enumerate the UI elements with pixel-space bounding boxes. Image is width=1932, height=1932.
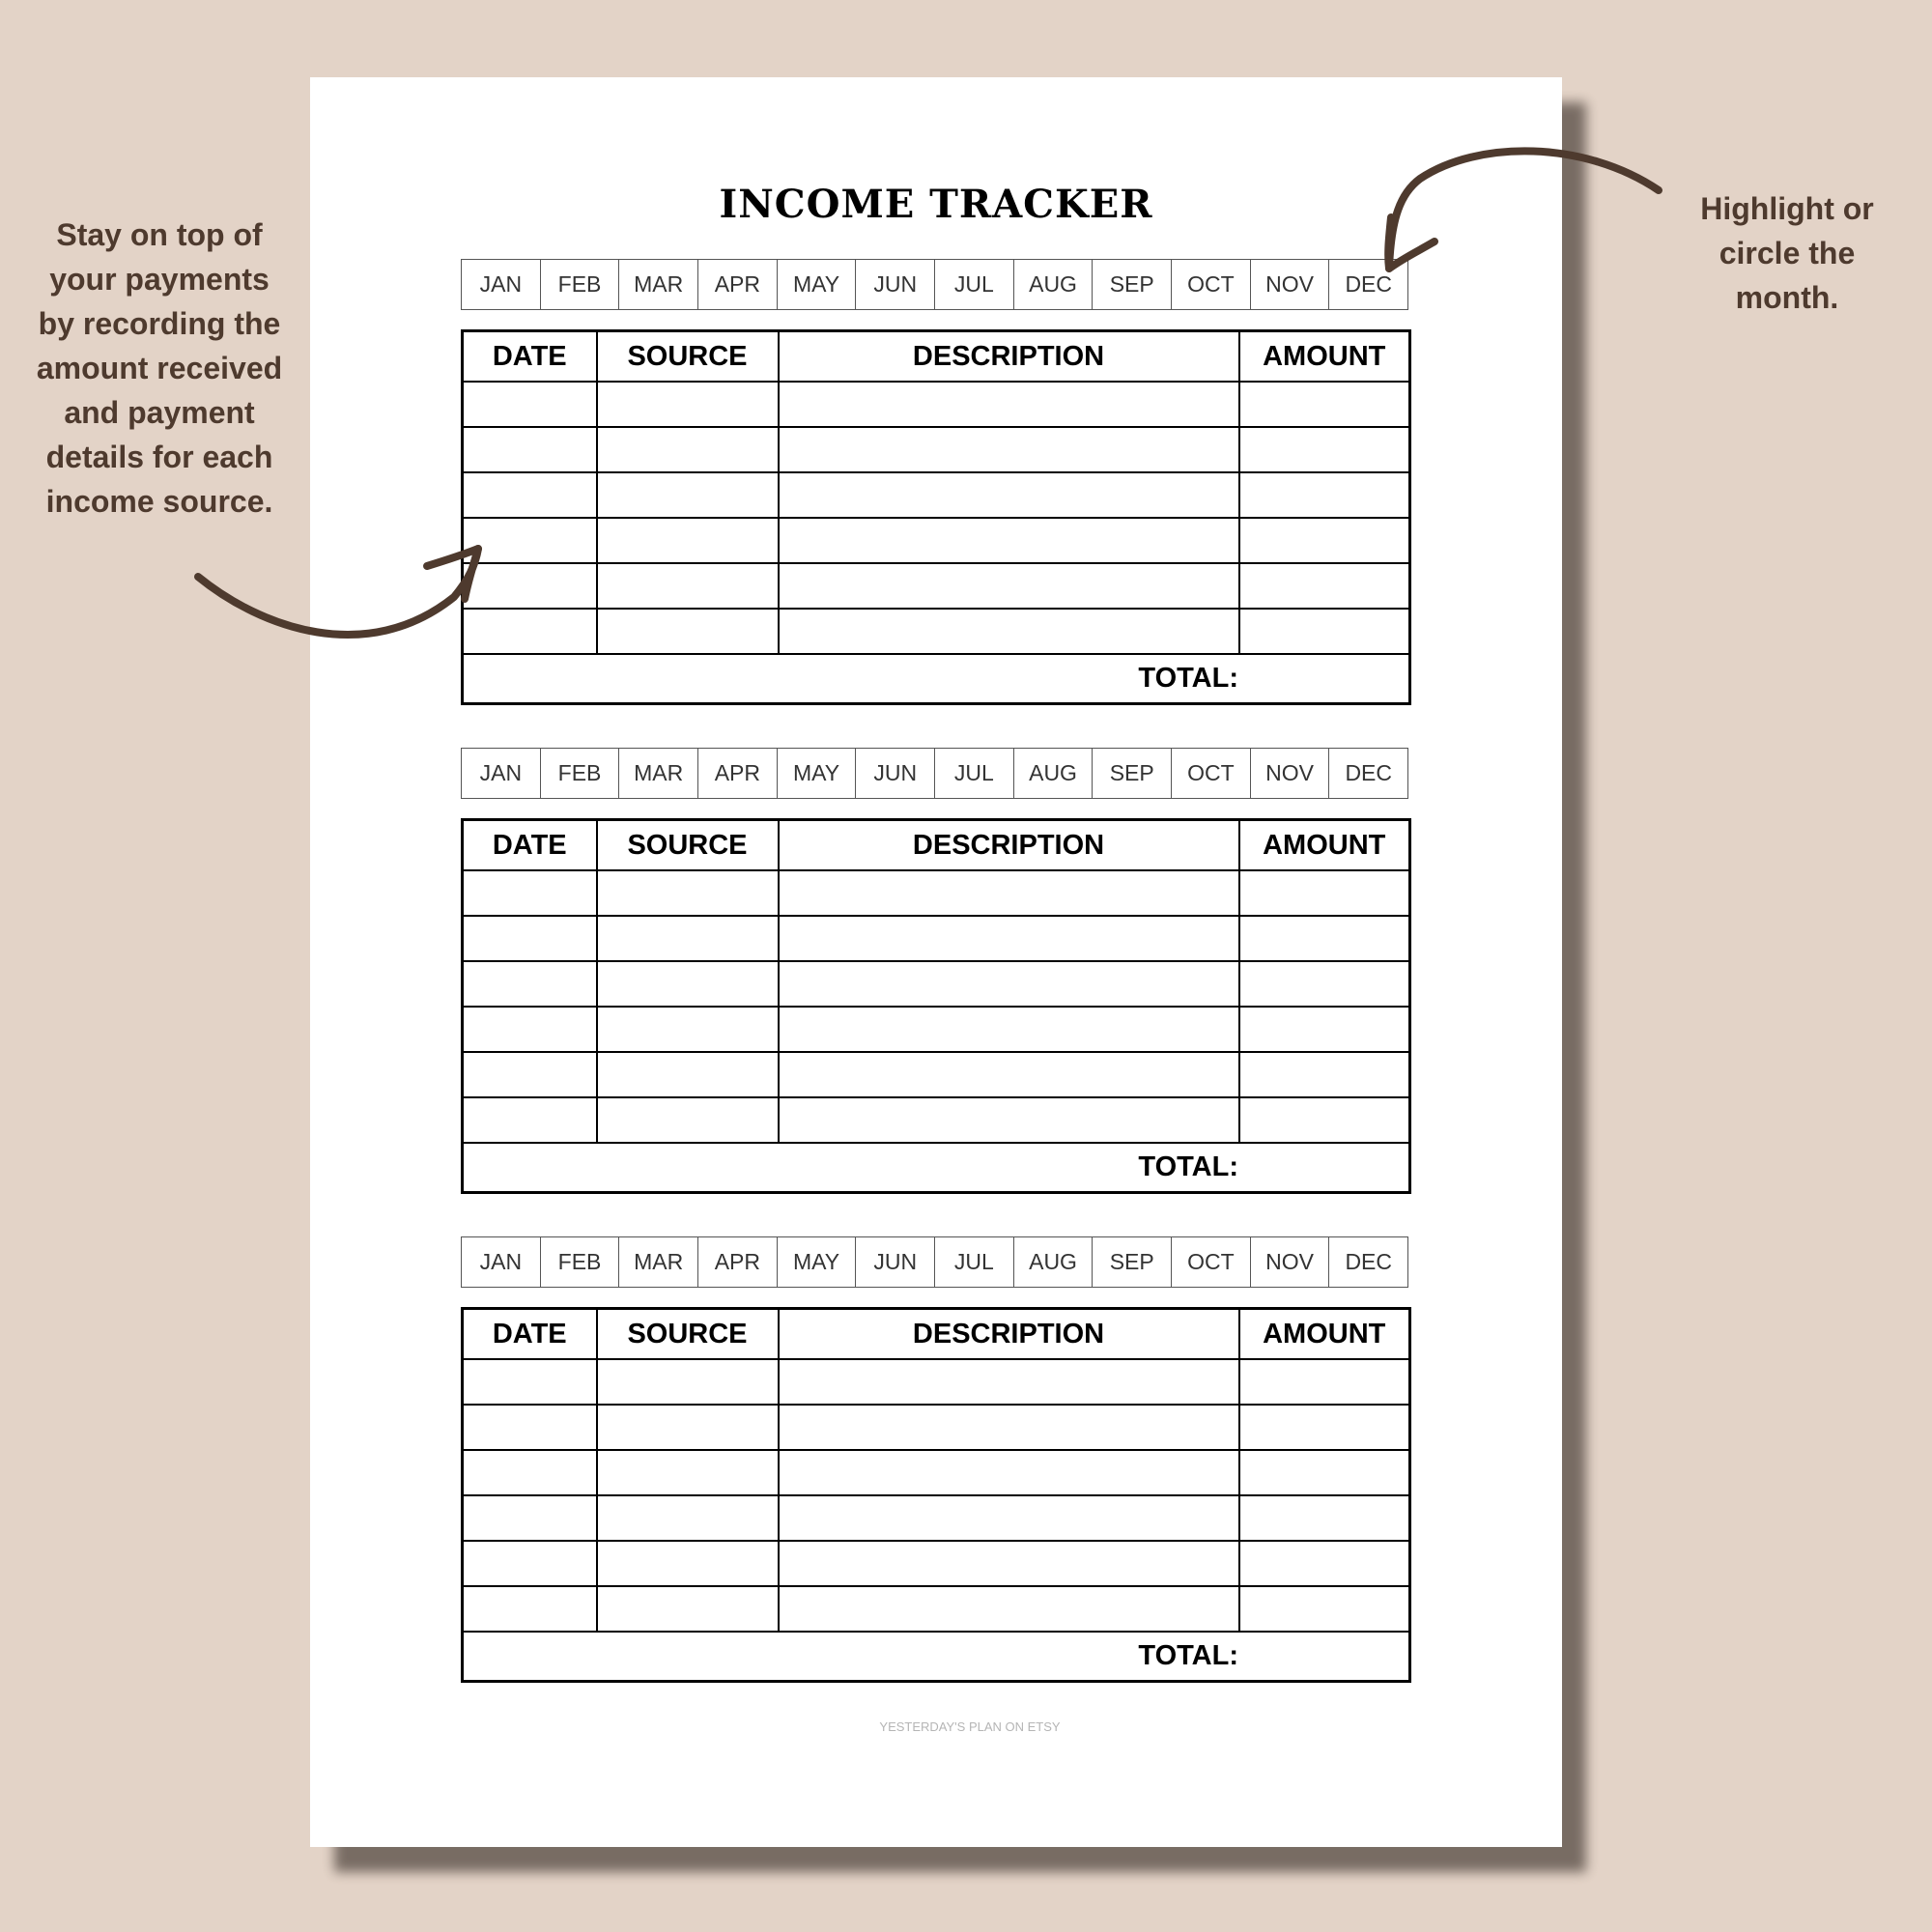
month-may[interactable]: MAY <box>778 260 857 309</box>
amount-column-header: AMOUNT <box>1239 1309 1410 1360</box>
amount-column-header: AMOUNT <box>1239 820 1410 871</box>
footer-credit: YESTERDAY'S PLAN ON ETSY <box>879 1719 1061 1734</box>
month-feb[interactable]: FEB <box>541 749 620 798</box>
month-jun[interactable]: JUN <box>856 1237 935 1287</box>
month-mar[interactable]: MAR <box>619 749 698 798</box>
left-annotation: Stay on top of your payments by recording the amount received and payment details for each income source. <box>36 217 283 519</box>
source-column-header: SOURCE <box>597 1309 779 1360</box>
month-jul[interactable]: JUL <box>935 749 1014 798</box>
description-column-header: DESCRIPTION <box>779 820 1239 871</box>
right-annotation: Highlight or circle the month. <box>1700 191 1874 315</box>
month-oct[interactable]: OCT <box>1172 260 1251 309</box>
date-column-header: DATE <box>463 1309 597 1360</box>
month-jul[interactable]: JUL <box>935 260 1014 309</box>
source-column-header: SOURCE <box>597 331 779 383</box>
description-column-header: DESCRIPTION <box>779 1309 1239 1360</box>
month-feb[interactable]: FEB <box>541 1237 620 1287</box>
month-jan[interactable]: JAN <box>462 260 541 309</box>
total-label[interactable]: TOTAL: <box>463 1632 1410 1682</box>
total-label[interactable]: TOTAL: <box>463 1143 1410 1193</box>
month-dec[interactable]: DEC <box>1345 271 1392 297</box>
month-jan[interactable]: JAN <box>462 749 541 798</box>
date-column-header: DATE <box>463 331 597 383</box>
month-oct[interactable]: OCT <box>1172 749 1251 798</box>
month-feb[interactable]: FEB <box>541 260 620 309</box>
month-nov[interactable]: NOV <box>1251 749 1330 798</box>
month-jun[interactable]: JUN <box>856 749 935 798</box>
page-title: INCOME TRACKER <box>719 182 1153 227</box>
month-jul[interactable]: JUL <box>935 1237 1014 1287</box>
month-dec[interactable]: DEC <box>1345 760 1392 785</box>
month-aug[interactable]: AUG <box>1014 260 1094 309</box>
month-mar[interactable]: MAR <box>619 260 698 309</box>
month-sep[interactable]: SEP <box>1093 749 1172 798</box>
total-label[interactable]: TOTAL: <box>463 654 1410 704</box>
source-column-header: SOURCE <box>597 820 779 871</box>
month-sep[interactable]: SEP <box>1093 260 1172 309</box>
amount-column-header: AMOUNT <box>1239 331 1410 383</box>
month-nov[interactable]: NOV <box>1251 260 1330 309</box>
month-jan[interactable]: JAN <box>462 1237 541 1287</box>
month-dec[interactable]: DEC <box>1345 1249 1392 1274</box>
month-apr[interactable]: APR <box>698 1237 778 1287</box>
left-arrow-icon <box>198 549 478 635</box>
month-oct[interactable]: OCT <box>1172 1237 1251 1287</box>
month-mar[interactable]: MAR <box>619 1237 698 1287</box>
month-nov[interactable]: NOV <box>1251 1237 1330 1287</box>
date-column-header: DATE <box>463 820 597 871</box>
month-may[interactable]: MAY <box>778 1237 857 1287</box>
description-column-header: DESCRIPTION <box>779 331 1239 383</box>
month-apr[interactable]: APR <box>698 260 778 309</box>
month-jun[interactable]: JUN <box>856 260 935 309</box>
month-may[interactable]: MAY <box>778 749 857 798</box>
month-aug[interactable]: AUG <box>1014 749 1094 798</box>
month-aug[interactable]: AUG <box>1014 1237 1094 1287</box>
month-apr[interactable]: APR <box>698 749 778 798</box>
right-arrow-icon <box>1388 151 1659 269</box>
month-sep[interactable]: SEP <box>1093 1237 1172 1287</box>
